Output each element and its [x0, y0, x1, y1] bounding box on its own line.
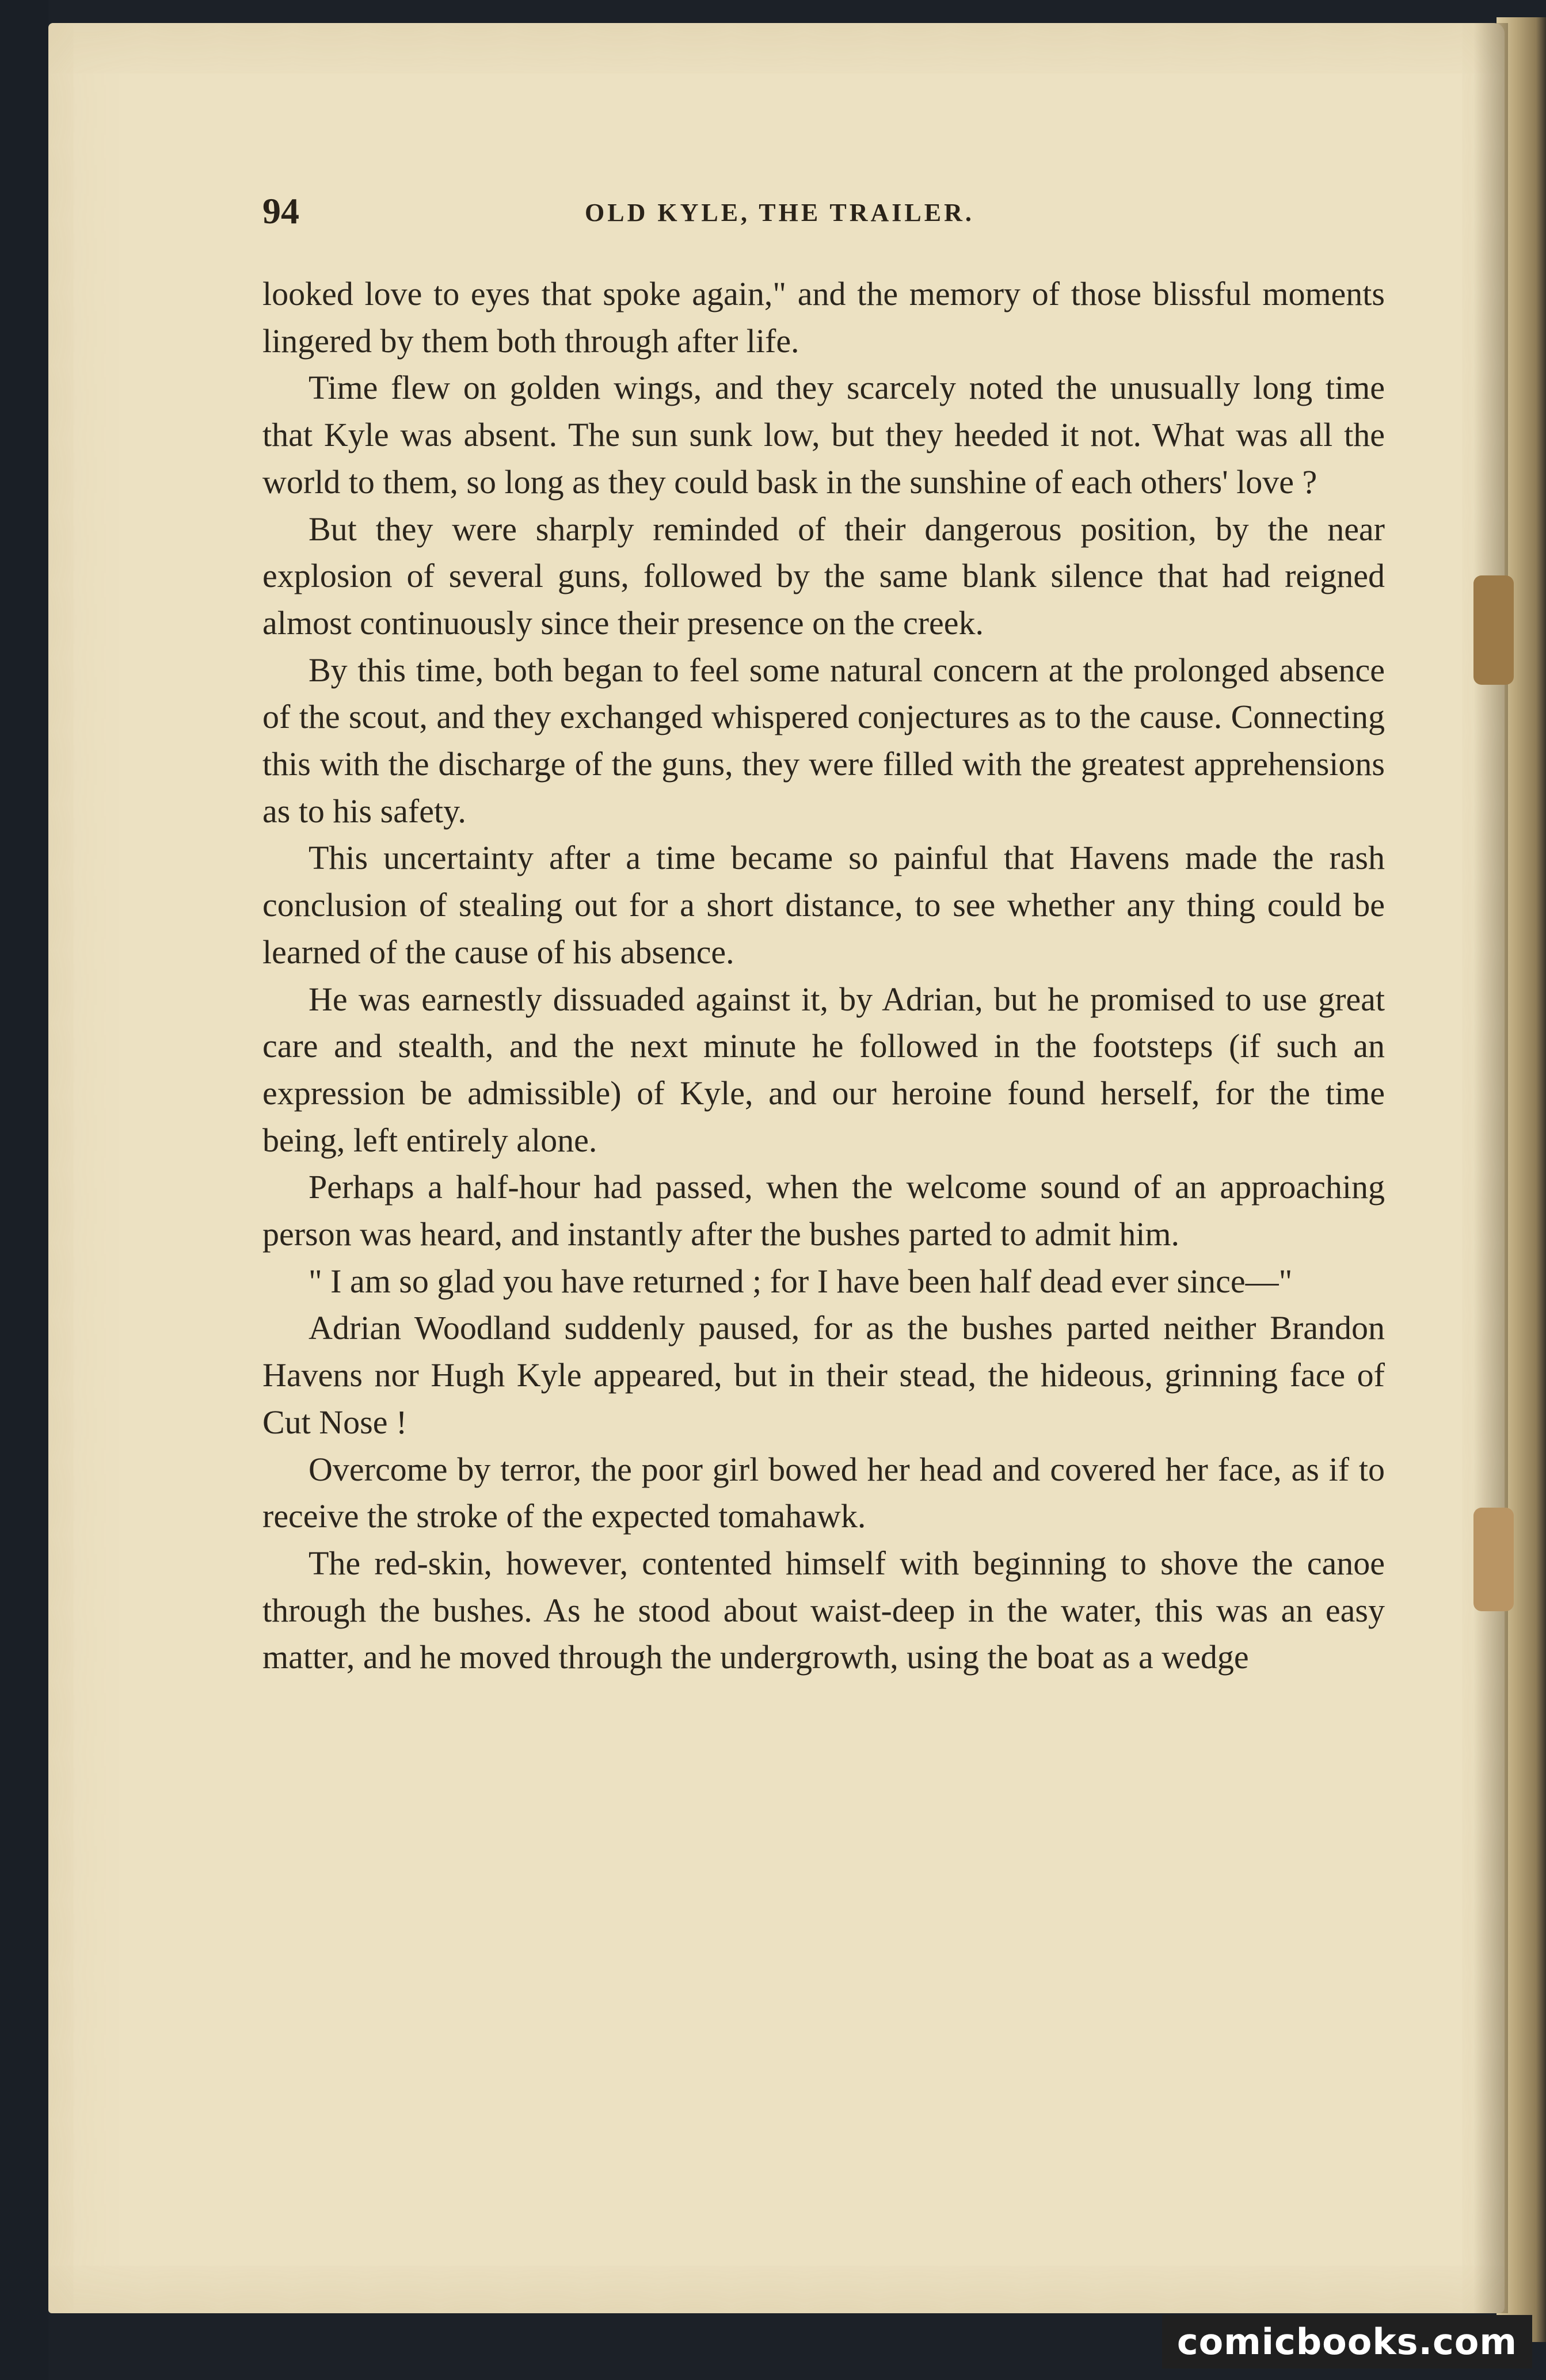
paragraph: looked love to eyes that spoke again," and the memory of those blissful moments lingered by them both through after life. [262, 275, 1385, 360]
page-number: 94 [262, 190, 299, 231]
paragraph: " I am so glad you have returned ; for I have been half dead ever since—" [309, 1262, 1293, 1300]
binding-tab [1473, 575, 1514, 685]
site-watermark: comicbooks.com [1162, 2315, 1532, 2368]
page-header [262, 190, 1391, 242]
paragraph: Overcome by terror, the poor girl bowed her head and covered her face, as if to receive the stroke of the expected tomahawk. [262, 1450, 1385, 1535]
binding-tab [1473, 1508, 1514, 1611]
paragraph: Perhaps a half-hour had passed, when the welcome sound of an approaching person was heard, and instantly after the bushes parted to admit him. [262, 1168, 1385, 1253]
scan-background [0, 0, 48, 2380]
paragraph: The red-skin, however, contented himself with beginning to shove the canoe through the bushes. As he stood about waist-deep in the water, this was an easy matter, and he moved through the undergrowth, using the boat as a wedge [262, 1544, 1385, 1676]
paragraph: This uncertainty after a time became so painful that Havens made the rash conclusion of stealing out for a short distance, to see whether any thing could be learned of the cause of his absence. [262, 839, 1385, 971]
paragraph: Time flew on golden wings, and they scarcely noted the unusually long time that Kyle was absent. The sun sunk low, but they heeded it not. What was all the world to them, so long as they could bask in the sunshine of each others' love ? [262, 369, 1385, 501]
body-text [262, 270, 1385, 1681]
running-head: OLD KYLE, THE TRAILER. [585, 199, 974, 227]
paragraph: Adrian Woodland suddenly paused, for as the bushes parted neither Brandon Havens nor Hugh Kyle appeared, but in their stead, the hideous, grinning face of Cut Nose ! [262, 1309, 1385, 1441]
binding-shadow [1473, 23, 1508, 2313]
paragraph: He was earnestly dissuaded against it, by Adrian, but he promised to use great care and stealth, and the next minute he followed in the footsteps (if such an expression be admissible) of Kyle, and our heroine found herself, for the time being, left entirely alone. [262, 980, 1385, 1159]
paragraph: But they were sharply reminded of their dangerous position, by the near explosion of several guns, followed by the same blank silence that had reigned almost continuously since their presence on the creek. [262, 510, 1385, 642]
paragraph: By this time, both began to feel some natural concern at the prolonged absence of the scout, and they exchanged whispered conjectures as to the cause. Connecting this with the discharge of the guns, they were filled with the greatest apprehensions as to his safety. [262, 651, 1385, 830]
